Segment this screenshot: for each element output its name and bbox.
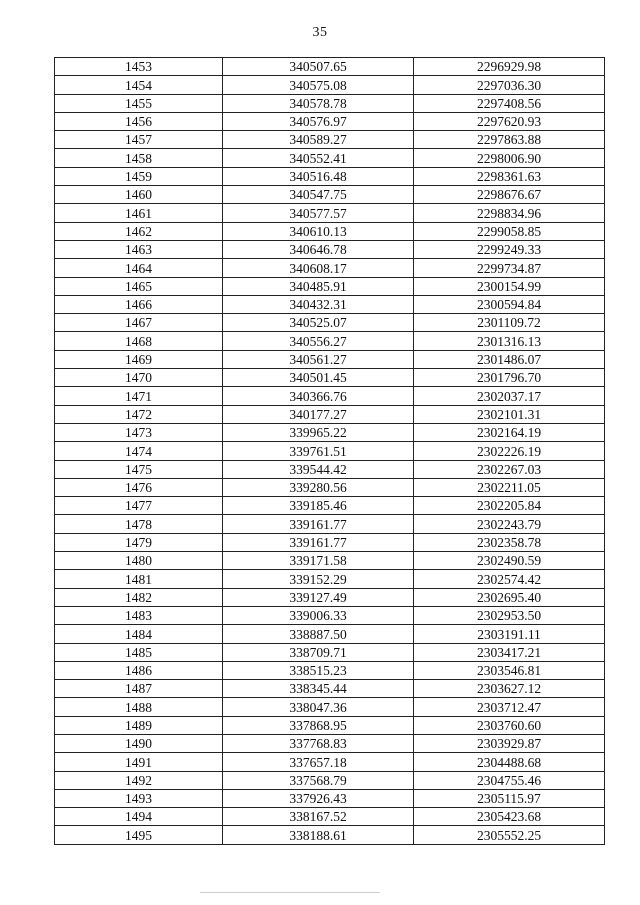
x-coordinate-cell: 339161.77 xyxy=(223,515,414,533)
table-row xyxy=(55,240,605,258)
table-row xyxy=(55,606,605,624)
x-coordinate-cell: 340516.48 xyxy=(223,167,414,185)
table-row xyxy=(55,753,605,771)
point-number-cell: 1493 xyxy=(55,789,223,807)
point-number-cell: 1480 xyxy=(55,552,223,570)
y-coordinate-cell: 2302226.19 xyxy=(414,442,605,460)
point-number-cell: 1454 xyxy=(55,76,223,94)
y-coordinate-cell: 2302953.50 xyxy=(414,606,605,624)
table-row xyxy=(55,771,605,789)
x-coordinate-cell: 337868.95 xyxy=(223,716,414,734)
table-row xyxy=(55,478,605,496)
point-number-cell: 1481 xyxy=(55,570,223,588)
point-number-cell: 1456 xyxy=(55,112,223,130)
table-row xyxy=(55,167,605,185)
y-coordinate-cell: 2298006.90 xyxy=(414,149,605,167)
x-coordinate-cell: 340507.65 xyxy=(223,58,414,76)
y-coordinate-cell: 2302490.59 xyxy=(414,552,605,570)
table-row xyxy=(55,94,605,112)
point-number-cell: 1495 xyxy=(55,826,223,844)
x-coordinate-cell: 338188.61 xyxy=(223,826,414,844)
point-number-cell: 1457 xyxy=(55,131,223,149)
x-coordinate-cell: 337768.83 xyxy=(223,734,414,752)
x-coordinate-cell: 337926.43 xyxy=(223,789,414,807)
y-coordinate-cell: 2297408.56 xyxy=(414,94,605,112)
x-coordinate-cell: 339161.77 xyxy=(223,533,414,551)
point-number-cell: 1482 xyxy=(55,588,223,606)
point-number-cell: 1490 xyxy=(55,734,223,752)
y-coordinate-cell: 2297036.30 xyxy=(414,76,605,94)
point-number-cell: 1465 xyxy=(55,277,223,295)
table-row xyxy=(55,515,605,533)
y-coordinate-cell: 2302358.78 xyxy=(414,533,605,551)
point-number-cell: 1472 xyxy=(55,405,223,423)
point-number-cell: 1486 xyxy=(55,661,223,679)
point-number-cell: 1462 xyxy=(55,222,223,240)
y-coordinate-cell: 2300594.84 xyxy=(414,295,605,313)
point-number-cell: 1461 xyxy=(55,204,223,222)
table-row xyxy=(55,222,605,240)
table-row xyxy=(55,204,605,222)
table-row xyxy=(55,186,605,204)
x-coordinate-cell: 339006.33 xyxy=(223,606,414,624)
x-coordinate-cell: 337657.18 xyxy=(223,753,414,771)
table-row xyxy=(55,808,605,826)
x-coordinate-cell: 340575.08 xyxy=(223,76,414,94)
point-number-cell: 1478 xyxy=(55,515,223,533)
table-row xyxy=(55,734,605,752)
coordinates-table-body xyxy=(55,58,605,845)
point-number-cell: 1491 xyxy=(55,753,223,771)
table-row xyxy=(55,149,605,167)
table-row xyxy=(55,259,605,277)
table-row xyxy=(55,570,605,588)
table-row xyxy=(55,442,605,460)
y-coordinate-cell: 2303191.11 xyxy=(414,625,605,643)
x-coordinate-cell: 340547.75 xyxy=(223,186,414,204)
point-number-cell: 1464 xyxy=(55,259,223,277)
x-coordinate-cell: 338709.71 xyxy=(223,643,414,661)
y-coordinate-cell: 2298676.67 xyxy=(414,186,605,204)
x-coordinate-cell: 340610.13 xyxy=(223,222,414,240)
x-coordinate-cell: 340177.27 xyxy=(223,405,414,423)
point-number-cell: 1459 xyxy=(55,167,223,185)
y-coordinate-cell: 2301316.13 xyxy=(414,332,605,350)
x-coordinate-cell: 340552.41 xyxy=(223,149,414,167)
point-number-cell: 1467 xyxy=(55,314,223,332)
y-coordinate-cell: 2302267.03 xyxy=(414,460,605,478)
point-number-cell: 1474 xyxy=(55,442,223,460)
x-coordinate-cell: 339965.22 xyxy=(223,423,414,441)
y-coordinate-cell: 2302574.42 xyxy=(414,570,605,588)
point-number-cell: 1471 xyxy=(55,387,223,405)
point-number-cell: 1494 xyxy=(55,808,223,826)
point-number-cell: 1485 xyxy=(55,643,223,661)
x-coordinate-cell: 340608.17 xyxy=(223,259,414,277)
y-coordinate-cell: 2303760.60 xyxy=(414,716,605,734)
table-row xyxy=(55,716,605,734)
table-row xyxy=(55,423,605,441)
y-coordinate-cell: 2303712.47 xyxy=(414,698,605,716)
table-row xyxy=(55,460,605,478)
table-row xyxy=(55,625,605,643)
y-coordinate-cell: 2302101.31 xyxy=(414,405,605,423)
y-coordinate-cell: 2299058.85 xyxy=(414,222,605,240)
point-number-cell: 1453 xyxy=(55,58,223,76)
point-number-cell: 1470 xyxy=(55,369,223,387)
point-number-cell: 1468 xyxy=(55,332,223,350)
y-coordinate-cell: 2303929.87 xyxy=(414,734,605,752)
x-coordinate-cell: 338887.50 xyxy=(223,625,414,643)
y-coordinate-cell: 2299249.33 xyxy=(414,240,605,258)
y-coordinate-cell: 2300154.99 xyxy=(414,277,605,295)
x-coordinate-cell: 339544.42 xyxy=(223,460,414,478)
y-coordinate-cell: 2302211.05 xyxy=(414,478,605,496)
point-number-cell: 1458 xyxy=(55,149,223,167)
x-coordinate-cell: 337568.79 xyxy=(223,771,414,789)
table-row xyxy=(55,533,605,551)
y-coordinate-cell: 2298361.63 xyxy=(414,167,605,185)
x-coordinate-cell: 340577.57 xyxy=(223,204,414,222)
x-coordinate-cell: 340556.27 xyxy=(223,332,414,350)
y-coordinate-cell: 2297620.93 xyxy=(414,112,605,130)
table-row xyxy=(55,552,605,570)
y-coordinate-cell: 2302243.79 xyxy=(414,515,605,533)
y-coordinate-cell: 2301796.70 xyxy=(414,369,605,387)
y-coordinate-cell: 2303546.81 xyxy=(414,661,605,679)
table-row xyxy=(55,369,605,387)
x-coordinate-cell: 340525.07 xyxy=(223,314,414,332)
point-number-cell: 1455 xyxy=(55,94,223,112)
y-coordinate-cell: 2302164.19 xyxy=(414,423,605,441)
x-coordinate-cell: 339152.29 xyxy=(223,570,414,588)
x-coordinate-cell: 339280.56 xyxy=(223,478,414,496)
x-coordinate-cell: 339185.46 xyxy=(223,497,414,515)
table-row xyxy=(55,58,605,76)
x-coordinate-cell: 340501.45 xyxy=(223,369,414,387)
y-coordinate-cell: 2305552.25 xyxy=(414,826,605,844)
x-coordinate-cell: 338345.44 xyxy=(223,680,414,698)
coordinates-table xyxy=(54,57,605,845)
y-coordinate-cell: 2305423.68 xyxy=(414,808,605,826)
x-coordinate-cell: 339171.58 xyxy=(223,552,414,570)
table-row xyxy=(55,680,605,698)
table-row xyxy=(55,789,605,807)
y-coordinate-cell: 2301109.72 xyxy=(414,314,605,332)
y-coordinate-cell: 2304755.46 xyxy=(414,771,605,789)
point-number-cell: 1460 xyxy=(55,186,223,204)
table-row xyxy=(55,588,605,606)
point-number-cell: 1488 xyxy=(55,698,223,716)
table-row xyxy=(55,350,605,368)
y-coordinate-cell: 2302205.84 xyxy=(414,497,605,515)
y-coordinate-cell: 2302695.40 xyxy=(414,588,605,606)
x-coordinate-cell: 340578.78 xyxy=(223,94,414,112)
y-coordinate-cell: 2304488.68 xyxy=(414,753,605,771)
x-coordinate-cell: 338515.23 xyxy=(223,661,414,679)
y-coordinate-cell: 2303627.12 xyxy=(414,680,605,698)
x-coordinate-cell: 340432.31 xyxy=(223,295,414,313)
point-number-cell: 1489 xyxy=(55,716,223,734)
x-coordinate-cell: 338047.36 xyxy=(223,698,414,716)
point-number-cell: 1483 xyxy=(55,606,223,624)
table-row xyxy=(55,112,605,130)
x-coordinate-cell: 340561.27 xyxy=(223,350,414,368)
table-row xyxy=(55,131,605,149)
point-number-cell: 1473 xyxy=(55,423,223,441)
point-number-cell: 1492 xyxy=(55,771,223,789)
y-coordinate-cell: 2298834.96 xyxy=(414,204,605,222)
point-number-cell: 1469 xyxy=(55,350,223,368)
y-coordinate-cell: 2296929.98 xyxy=(414,58,605,76)
y-coordinate-cell: 2303417.21 xyxy=(414,643,605,661)
table-row xyxy=(55,387,605,405)
x-coordinate-cell: 339127.49 xyxy=(223,588,414,606)
table-row xyxy=(55,826,605,844)
table-row xyxy=(55,314,605,332)
point-number-cell: 1466 xyxy=(55,295,223,313)
x-coordinate-cell: 338167.52 xyxy=(223,808,414,826)
point-number-cell: 1487 xyxy=(55,680,223,698)
point-number-cell: 1476 xyxy=(55,478,223,496)
point-number-cell: 1475 xyxy=(55,460,223,478)
y-coordinate-cell: 2299734.87 xyxy=(414,259,605,277)
point-number-cell: 1484 xyxy=(55,625,223,643)
x-coordinate-cell: 339761.51 xyxy=(223,442,414,460)
table-row xyxy=(55,277,605,295)
point-number-cell: 1477 xyxy=(55,497,223,515)
y-coordinate-cell: 2297863.88 xyxy=(414,131,605,149)
table-row xyxy=(55,643,605,661)
x-coordinate-cell: 340589.27 xyxy=(223,131,414,149)
table-row xyxy=(55,698,605,716)
table-row xyxy=(55,76,605,94)
table-row xyxy=(55,497,605,515)
table-row xyxy=(55,295,605,313)
x-coordinate-cell: 340366.76 xyxy=(223,387,414,405)
y-coordinate-cell: 2302037.17 xyxy=(414,387,605,405)
table-row xyxy=(55,405,605,423)
table-row xyxy=(55,332,605,350)
scan-artifact-line xyxy=(200,892,380,893)
point-number-cell: 1479 xyxy=(55,533,223,551)
page-number: 35 xyxy=(312,25,328,40)
table-row xyxy=(55,661,605,679)
y-coordinate-cell: 2301486.07 xyxy=(414,350,605,368)
y-coordinate-cell: 2305115.97 xyxy=(414,789,605,807)
point-number-cell: 1463 xyxy=(55,240,223,258)
x-coordinate-cell: 340485.91 xyxy=(223,277,414,295)
x-coordinate-cell: 340576.97 xyxy=(223,112,414,130)
x-coordinate-cell: 340646.78 xyxy=(223,240,414,258)
